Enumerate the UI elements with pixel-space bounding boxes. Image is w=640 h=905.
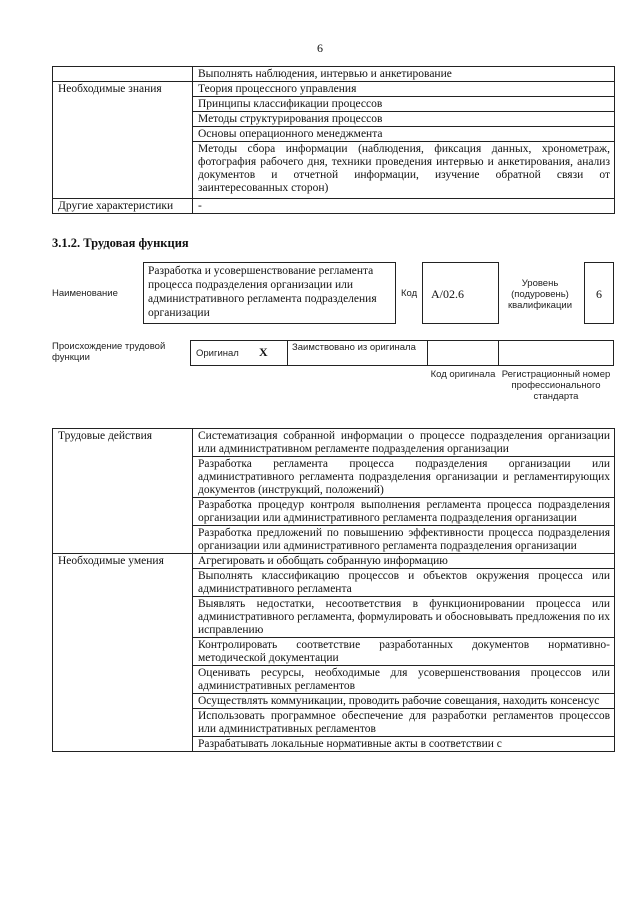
- row-label: Трудовые действия: [53, 429, 193, 554]
- table-cell: Основы операционного менеджмента: [193, 127, 615, 142]
- code-value: A/02.6: [422, 262, 499, 324]
- actions-skills-table: [52, 428, 615, 752]
- origin-label: Происхождение трудовой функции: [52, 341, 166, 363]
- table-row: [53, 67, 615, 82]
- reg-number-box: [498, 340, 614, 366]
- table-cell: Использовать программное обеспечение для разработки регламентов процессов или административных регламентов: [193, 709, 615, 737]
- original-mark: X: [259, 345, 268, 359]
- table-row: [53, 429, 615, 457]
- table-row: [53, 82, 615, 97]
- table-cell: Разрабатывать локальные нормативные акты в соответствии с: [193, 737, 615, 752]
- code-label: Код: [401, 288, 418, 299]
- table-cell: Выполнять классификацию процессов и объектов окружения процесса или административного регламента: [193, 569, 615, 597]
- table-cell: Методы структурирования процессов: [193, 112, 615, 127]
- table-row: [53, 554, 615, 569]
- table-cell: Систематизация собранной информации о процессе подразделения организации или административном регламенте подразделения организации: [193, 429, 615, 457]
- table-cell: Разработка регламента процесса подразделения организации или административного регламента подразделения организации и регламентирующих документов (инструкций, положений): [193, 457, 615, 498]
- table-cell: Агрегировать и обобщать собранную информацию: [193, 554, 615, 569]
- table-cell: Принципы классификации процессов: [193, 97, 615, 112]
- table-cell: Оценивать ресурсы, необходимые для усовершенствования процессов или административных регламентов: [193, 666, 615, 694]
- table-cell: Разработка предложений по повышению эффективности процесса подразделения организации или административного регламента подразделения организации: [193, 526, 615, 554]
- original-label: Оригинал: [196, 348, 239, 359]
- code-caption: Код оригинала: [430, 369, 496, 380]
- origin-code-box: [427, 340, 499, 366]
- section-title: 3.1.2. Трудовая функция: [52, 236, 189, 250]
- row-label: Другие характеристики: [53, 199, 193, 214]
- table-cell: -: [193, 199, 615, 214]
- table-cell: Осуществлять коммуникации, проводить рабочие совещания, находить консенсус: [193, 694, 615, 709]
- table-row: [53, 199, 615, 214]
- table-cell: Выявлять недостатки, несоответствия в функционировании процесса или административного регламента, формулировать и обосновывать предложения по их исправлению: [193, 597, 615, 638]
- row-label: [53, 67, 193, 82]
- reg-caption: Регистрационный номер профессионального стандарта: [501, 369, 611, 402]
- table-cell: Разработка процедур контроля выполнения регламента процесса подразделения организации или административного регламента подразделения организации: [193, 498, 615, 526]
- table-cell: Теория процессного управления: [193, 82, 615, 97]
- function-name: Разработка и усовершенствование регламента процесса подразделения организации или административного регламента подразделения организации: [143, 262, 396, 324]
- borrowed-label: Заимствовано из оригинала: [292, 342, 416, 353]
- row-label: Необходимые знания: [53, 82, 193, 199]
- table-cell: Выполнять наблюдения, интервью и анкетирование: [193, 67, 615, 82]
- level-value: 6: [584, 262, 614, 324]
- knowledge-table: [52, 66, 615, 214]
- table-cell: Методы сбора информации (наблюдения, фиксация данных, хронометраж, фотография рабочего дня, техники проведения интервью и анкетирования, анализ документов и отчетной информации, изучение обратной связи от заинтересованных сторон): [193, 142, 615, 199]
- name-label: Наименование: [52, 288, 118, 299]
- level-label: Уровень (подуровень) квалификации: [507, 278, 573, 311]
- table-cell: Контролировать соответствие разработанных документов нормативно-методической документации: [193, 638, 615, 666]
- page-number: 6: [317, 41, 323, 55]
- row-label: Необходимые умения: [53, 554, 193, 752]
